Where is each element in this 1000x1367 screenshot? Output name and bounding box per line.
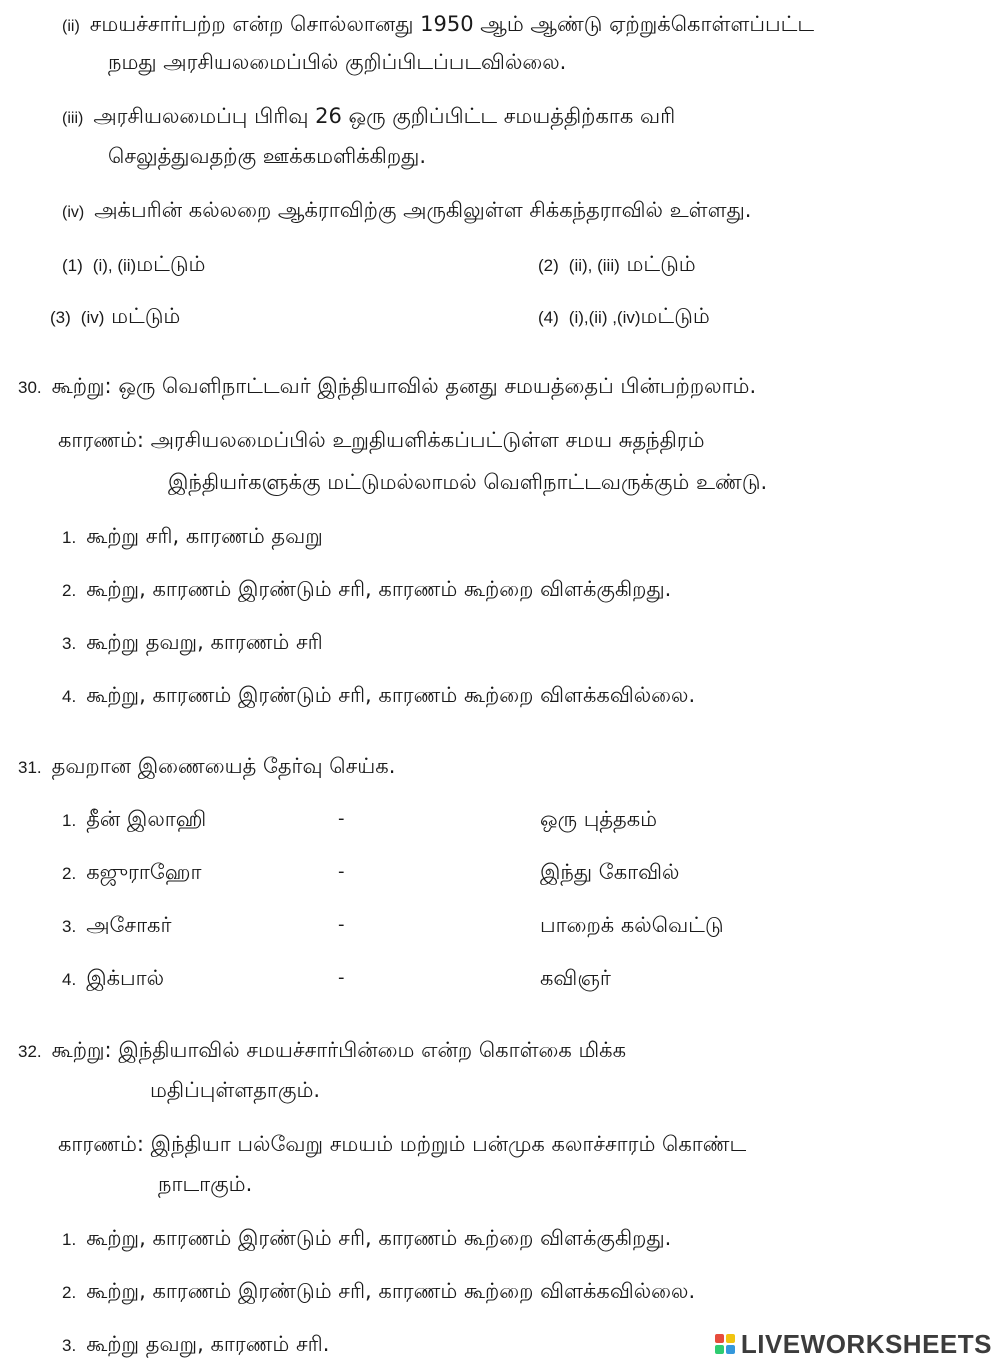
q32-assertion-line2: மதிப்புள்ளதாகும்.	[150, 1078, 321, 1102]
q29-statement-iv-label: (iv)	[62, 204, 85, 221]
q29-statement-ii-line2: நமது அரசியலமைப்பில் குறிப்பிடப்படவில்லை.	[108, 50, 567, 74]
q29-option-3-refs: (iv)	[80, 308, 105, 327]
q32-option-3-text: கூற்று தவறு, காரணம் சரி.	[86, 1332, 330, 1356]
q30-reason-label: காரணம்:	[58, 428, 144, 452]
q30-option-2-text: கூற்று, காரணம் இரண்டும் சரி, காரணம் கூற்றை விளக்குகிறது.	[86, 577, 672, 601]
q29-statement-iii-label: (iii)	[62, 110, 84, 127]
q30-option-1-text: கூற்று சரி, காரணம் தவறு	[86, 524, 323, 548]
q30-option-3-number: 3.	[62, 634, 77, 653]
logo-square-red	[715, 1334, 724, 1343]
q31-pair-3-left-cell	[62, 911, 171, 941]
q30-option-4-text: கூற்று, காரணம் இரண்டும் சரி, காரணம் கூற்றை விளக்கவில்லை.	[86, 683, 696, 707]
q30-reason-line2: இந்தியர்களுக்கு மட்டுமல்லாமல் வெளிநாட்டவருக்கும் உண்டு.	[168, 470, 768, 494]
q31-pair-3-right: பாறைக் கல்வெட்டு	[540, 913, 724, 937]
q32-reason-label: காரணம்:	[58, 1132, 144, 1156]
q32-number: 32.	[18, 1042, 42, 1061]
q32-assertion	[18, 1036, 626, 1066]
q29-option-1-number: (1)	[62, 256, 83, 275]
q29-option-2-number: (2)	[538, 256, 559, 275]
logo-square-blue	[726, 1345, 735, 1354]
q29-option-1-refs: (i), (ii)	[92, 256, 137, 275]
q31-pair-4-dash: -	[338, 967, 345, 988]
q32-option-2[interactable]	[62, 1277, 695, 1307]
q31-pair-4-left-cell	[62, 964, 164, 994]
q31-pair-4-left: இக்பால்	[86, 966, 165, 990]
q29-statement-ii-label: (ii)	[62, 18, 80, 35]
q32-assertion-label: கூற்று:	[51, 1038, 112, 1062]
q30-option-4-number: 4.	[62, 687, 77, 706]
q31-question-text: தவறான இணையைத் தேர்வு செய்க.	[51, 754, 396, 778]
q31-pair-1-left-cell	[62, 805, 206, 835]
q30-option-4[interactable]	[62, 681, 695, 711]
q29-statement-iv-line1: அக்பரின் கல்லறை ஆக்ராவிற்கு அருகிலுள்ள சிக்கந்தராவில் உள்ளது.	[94, 198, 752, 222]
q31-pair-3-number: 3.	[62, 917, 77, 936]
logo-square-green	[715, 1345, 724, 1354]
q32-option-2-text: கூற்று, காரணம் இரண்டும் சரி, காரணம் கூற்றை விளக்கவில்லை.	[86, 1279, 696, 1303]
q31-pair-4-right: கவிஞர்	[540, 966, 611, 990]
q30-option-3[interactable]	[62, 628, 323, 658]
q30-option-1[interactable]	[62, 522, 323, 552]
q31-pair-3-left: அசோகர்	[86, 913, 172, 937]
q29-option-3[interactable]	[50, 302, 180, 332]
liveworksheets-logo-text: LIVEWORKSHEETS	[740, 1328, 992, 1359]
q32-reason-line1: இந்தியா பல்வேறு சமயம் மற்றும் பன்முக கலாச்சாரம் கொண்ட	[150, 1132, 747, 1156]
q30-assertion	[18, 372, 756, 402]
q29-option-4[interactable]	[538, 302, 710, 332]
q32-option-3[interactable]	[62, 1330, 329, 1360]
q29-option-4-number: (4)	[538, 308, 559, 327]
q32-option-2-number: 2.	[62, 1283, 77, 1302]
q29-statement-iv	[62, 196, 751, 227]
q31-pair-2-number: 2.	[62, 864, 77, 883]
q29-statement-ii-line1: சமயச்சார்பற்ற என்ற சொல்லானது 1950 ஆம் ஆண்டு ஏற்றுக்கொள்ளப்பட்ட	[89, 12, 815, 36]
q30-reason-line1: அரசியலமைப்பில் உறுதியளிக்கப்பட்டுள்ள சமய சுதந்திரம்	[150, 428, 705, 452]
q30-reason	[58, 426, 705, 454]
q29-option-1[interactable]	[62, 250, 205, 280]
q31-pair-1-number: 1.	[62, 811, 77, 830]
q32-option-1-text: கூற்று, காரணம் இரண்டும் சரி, காரணம் கூற்றை விளக்குகிறது.	[86, 1226, 672, 1250]
q29-statement-ii	[62, 10, 814, 41]
q32-option-3-number: 3.	[62, 1336, 77, 1355]
logo-square-yellow	[726, 1334, 735, 1343]
q32-option-1-number: 1.	[62, 1230, 77, 1249]
q30-option-2[interactable]	[62, 575, 671, 605]
q32-reason	[58, 1130, 746, 1158]
q29-statement-iii-line2: செலுத்துவதற்கு ஊக்கமளிக்கிறது.	[108, 144, 427, 168]
liveworksheets-logo-icon	[715, 1334, 735, 1354]
q30-option-1-number: 1.	[62, 528, 77, 547]
q29-option-4-text: மட்டும்	[640, 304, 710, 328]
q29-option-3-text: மட்டும்	[111, 304, 181, 328]
q29-option-1-text: மட்டும்	[136, 252, 206, 276]
q29-option-2-text: மட்டும்	[626, 252, 696, 276]
q31-pair-4-number: 4.	[62, 970, 77, 989]
q31-pair-1-right: ஒரு புத்தகம்	[540, 807, 658, 831]
q31-question	[18, 752, 395, 782]
q30-assertion-label: கூற்று:	[51, 374, 112, 398]
q31-pair-1-left: தீன் இலாஹி	[86, 807, 207, 831]
q31-number: 31.	[18, 758, 42, 777]
q31-pair-2-right: இந்து கோவில்	[540, 860, 680, 884]
q31-pair-2-left: கஜுராஹோ	[86, 860, 202, 884]
q29-statement-iii-line1: அரசியலமைப்பு பிரிவு 26 ஒரு குறிப்பிட்ட சமயத்திற்காக வரி	[93, 104, 676, 128]
q31-pair-2-dash: -	[338, 861, 345, 882]
q30-option-2-number: 2.	[62, 581, 77, 600]
q29-option-2-refs: (ii), (iii)	[568, 256, 620, 275]
liveworksheets-logo	[715, 1329, 992, 1359]
q30-assertion-text: ஒரு வெளிநாட்டவர் இந்தியாவில் தனது சமயத்தைப் பின்பற்றலாம்.	[118, 374, 757, 398]
q31-pair-3-dash: -	[338, 914, 345, 935]
q31-pair-2-left-cell	[62, 858, 201, 888]
q32-reason-line2: நாடாகும்.	[158, 1172, 253, 1196]
q30-option-3-text: கூற்று தவறு, காரணம் சரி	[86, 630, 323, 654]
q32-assertion-line1: இந்தியாவில் சமயச்சார்பின்மை என்ற கொள்கை மிக்க	[118, 1038, 627, 1062]
q29-option-3-number: (3)	[50, 308, 71, 327]
q30-number: 30.	[18, 378, 42, 397]
q29-option-4-refs: (i),(ii) ,(iv)	[568, 308, 641, 327]
q32-option-1[interactable]	[62, 1224, 671, 1254]
q31-pair-1-dash: -	[338, 808, 345, 829]
q29-statement-iii	[62, 102, 675, 133]
q29-option-2[interactable]	[538, 250, 696, 280]
